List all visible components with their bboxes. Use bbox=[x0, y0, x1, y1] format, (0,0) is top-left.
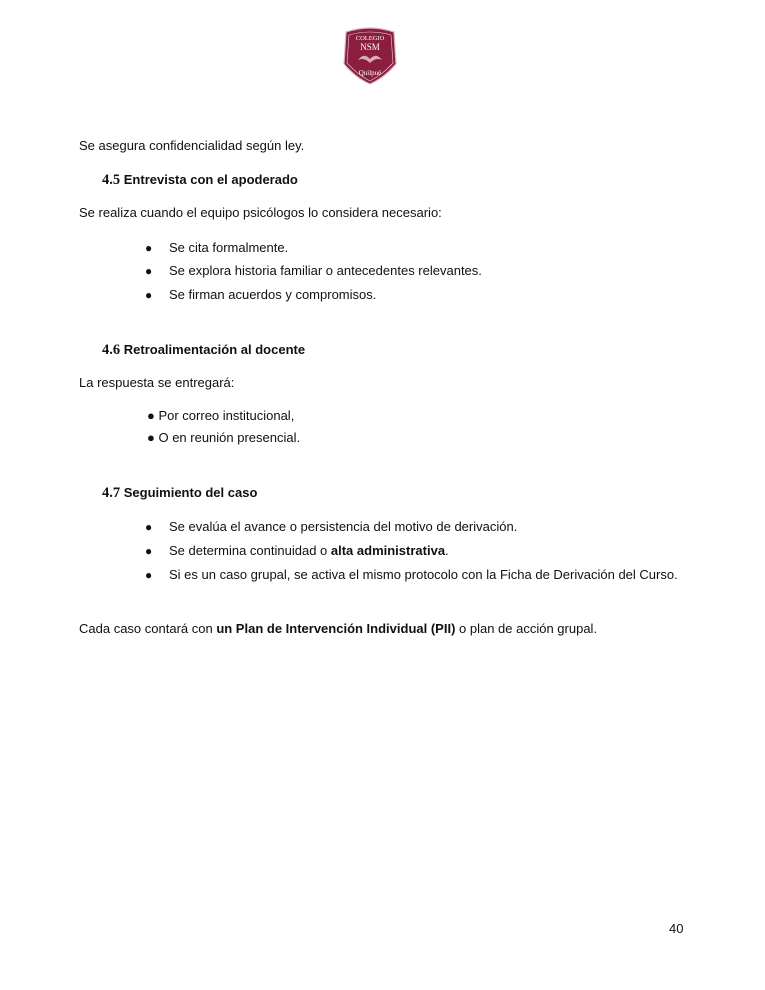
bullet-icon: ● bbox=[145, 241, 153, 255]
bullet-icon: ● bbox=[145, 568, 153, 582]
bullet-icon: ● bbox=[145, 520, 153, 534]
section-number: 4.6 bbox=[102, 342, 121, 358]
list-item: ● Por correo institucional, bbox=[147, 408, 295, 423]
page-number: 40 bbox=[669, 921, 684, 936]
bold-text: alta administrativa bbox=[330, 543, 446, 558]
logo-text-quilpue: Quilpué bbox=[358, 69, 382, 77]
section-number: 4.5 bbox=[102, 172, 121, 188]
section-title: Seguimiento del caso bbox=[123, 485, 258, 500]
bullet-icon: ● bbox=[145, 264, 153, 278]
list-item: ● O en reunión presencial. bbox=[147, 430, 301, 445]
section-title: Retroalimentación al docente bbox=[123, 342, 306, 357]
section-4-7-heading bbox=[102, 485, 257, 501]
paragraph-realiza: Se realiza cuando el equipo psicólogos lo considera necesario: bbox=[79, 205, 442, 220]
section-number: 4.7 bbox=[102, 485, 121, 501]
section-4-6-heading bbox=[102, 342, 305, 358]
logo-text-colegio: COLEGIO bbox=[355, 35, 385, 42]
bold-text: un Plan de Intervención Individual (PII) bbox=[216, 621, 456, 636]
section-title: Entrevista con el apoderado bbox=[123, 172, 298, 187]
bullet-icon: ● bbox=[145, 288, 153, 302]
paragraph-respuesta: La respuesta se entregará: bbox=[79, 375, 235, 390]
paragraph-confidencialidad: Se asegura confidencialidad según ley. bbox=[79, 138, 305, 153]
bullet-icon: ● bbox=[145, 544, 153, 558]
section-4-5-heading bbox=[102, 172, 298, 188]
logo-text-nsm: NSM bbox=[360, 42, 380, 52]
colegio-nsm-logo bbox=[340, 26, 400, 86]
list-retroalimentacion bbox=[147, 408, 300, 452]
paragraph-closing: Cada caso contará con un Plan de Intervención Individual (PII) o plan de acción grupal. bbox=[79, 621, 598, 636]
